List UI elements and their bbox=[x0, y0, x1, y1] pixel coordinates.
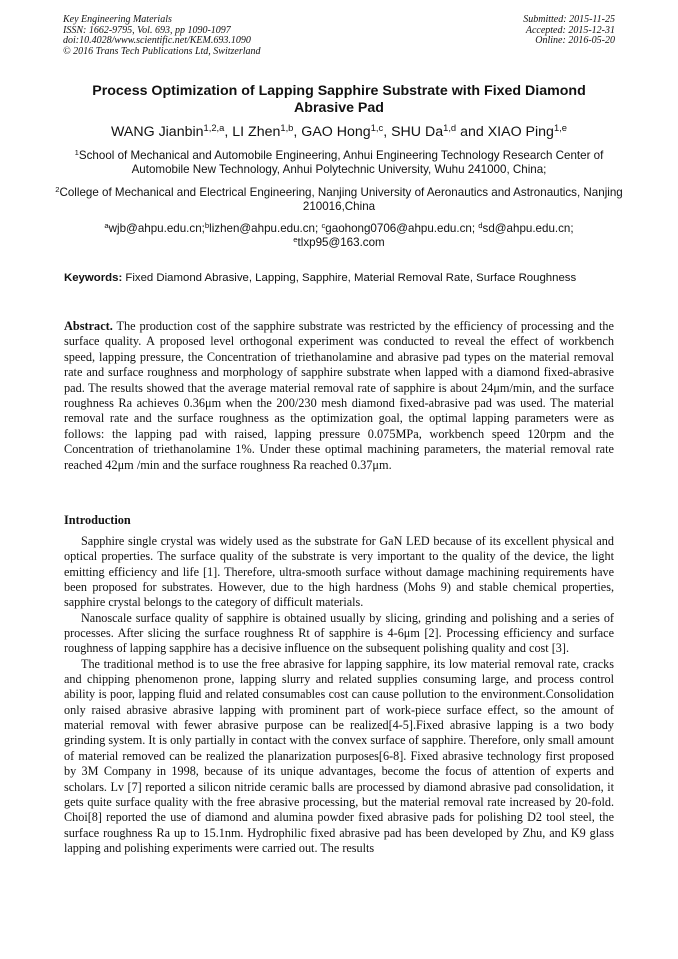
author-5: XIAO Ping$^{1,e}$ bbox=[487, 122, 567, 140]
author-1: WANG Jianbin$^{1,2,a}$, bbox=[111, 122, 233, 140]
abstract-label: Abstract. bbox=[64, 319, 113, 333]
paragraph: Nanoscale surface quality of sapphire is obtained usually by slicing, grinding and polishing and a series of processes. After slicing the surface roughness Rt of sapphire is 4-6μm [2]. Processing efficiency and surface roughness of lapping sapphire has a decisive influence on the subsequent polishing quality and cost [3]. bbox=[64, 610, 614, 656]
journal-header-left bbox=[63, 15, 261, 57]
author-4: SHU Da$^{1,d}$ and bbox=[391, 122, 488, 140]
journal-issn: ISSN: 1662-9795, Vol. 693, pp 1090-1097 bbox=[63, 24, 231, 36]
submitted-date: Submitted: 2015-11-25 bbox=[523, 14, 615, 25]
author-list bbox=[40, 124, 638, 141]
paragraph: Sapphire single crystal was widely used as the substrate for GaN LED because of its excellent physical and optical properties. The surface quality of the substrate is very important to the quality of the device, the light emitting efficiency and life [1]. Therefore, ultra-smooth surface without damage machining requirements have been proposed for substrates. However, due to the high hardness (Mohs 9) and stable chemical properties, sapphire crystal belongs to the category of difficult materials. bbox=[64, 534, 614, 610]
affiliation-2: $^2$College of Mechanical and Electrical Engineering, Nanjing University of Aeronautics and Astronautics, Nanjing 210016,China bbox=[55, 184, 623, 214]
author-emails bbox=[50, 222, 628, 251]
journal-doi: doi:10.4028/www.scientific.net/KEM.693.1090 bbox=[63, 35, 251, 46]
paragraph: The traditional method is to use the free abrasive for lapping sapphire, its low material removal rate, cracks and chipping phenomenon prone, lapping slurry and related supplies consuming large, and process control ability is poor, lapping fluid and related consumables cost can cause pollution to the environment.Consolidation only raised abrasive abrasive lapping with prominent part of work-piece surface effect, so the amount of material removal with fewer abrasive purpose can be realized[4-5].Fixed abrasive lapping is a two body grinding system. It is only partially in contact with the convex surface of sapphire. Therefore, only small amount of material removed can be realized the planarization purposes[6-8]. Fixed abrasive technology first proposed by 3M Company in 1998, because of its unique advantages, become the focus of attention of experts and scholars. Lv [7] reported a silicon nitride ceramic balls are processed by diamond abrasive pad consolidation, it gets quite surface quality with the free abrasive processing, but the material removal rate increased by 20-fold. Choi[8] reported the use of diamond and alumina powder fixed abrasive pads for polishing D2 tool steel, the surface roughness Ra up to 15.1nm. Hydrophilic fixed abrasive pad has been developed by Zhu, and K9 glass lapping and polishing experiments were carried out. The results bbox=[64, 656, 614, 855]
email-a: $^a$wjb@ahpu.edu.cn; bbox=[104, 220, 205, 235]
affiliation-1: $^1$School of Mechanical and Automobile Engineering, Anhui Engineering Technology Research Center of Automobile New Technology, Anhui Polytechnic University, Wuhu 241000, China; bbox=[74, 147, 604, 177]
email-d: $^d$sd@ahpu.edu.cn; bbox=[478, 220, 574, 235]
paper-title: Process Optimization of Lapping Sapphire Substrate with Fixed Diamond Abrasive Pad bbox=[92, 83, 586, 116]
introduction-body bbox=[64, 534, 614, 949]
journal-name: Key Engineering Materials bbox=[63, 14, 172, 25]
email-e: $^e$tlxp95@163.com bbox=[293, 235, 385, 250]
abstract bbox=[64, 319, 614, 473]
email-b: $^b$lizhen@ahpu.edu.cn; bbox=[204, 220, 319, 235]
accepted-date: Accepted: 2015-12-31 bbox=[525, 24, 615, 36]
keywords bbox=[64, 271, 614, 285]
author-2: LI Zhen$^{1,b}$, bbox=[232, 122, 302, 140]
journal-header-right bbox=[523, 15, 615, 47]
keywords-label: Keywords: bbox=[64, 272, 123, 284]
online-date: Online: 2016-05-20 bbox=[535, 35, 615, 46]
introduction-heading: Introduction bbox=[64, 513, 131, 527]
abstract-text: The production cost of the sapphire substrate was restricted by the efficiency of processing and the surface quality. A proposed level orthogonal experiment was conducted to reveal the effect of workbench speed, lapping pressure, the Concentration of triethanolamine and abrasive pad types on the material removal rate and surface roughness and morphology of sapphire substrate when lapped with a diamond fixed-abrasive pad. The results showed that the average material removal rate of sapphire is about 24μm/min, and the surface roughness Ra achieves 0.36μm when the 200/230 mesh diamond fixed-abrasive pad was used. The material removal rate and the surface roughness as the optimization goal, the optimal lapping parameters were as follows: the lapping pad with raised, lapping pressure 0.075MPa, workbench speed 120rpm and the Concentration of triethanolamine 1%. Under these optimal machining parameters, the material removal rate reached 42μm /min and the surface roughness Ra reached 0.37μm. bbox=[64, 319, 614, 472]
email-c: $^c$gaohong0706@ahpu.edu.cn; bbox=[321, 220, 476, 235]
author-3: GAO Hong$^{1,c}$, bbox=[301, 122, 392, 140]
keywords-text: Fixed Diamond Abrasive, Lapping, Sapphire, Material Removal Rate, Surface Roughness bbox=[122, 272, 577, 284]
journal-copyright: © 2016 Trans Tech Publications Ltd, Switzerland bbox=[63, 45, 261, 57]
